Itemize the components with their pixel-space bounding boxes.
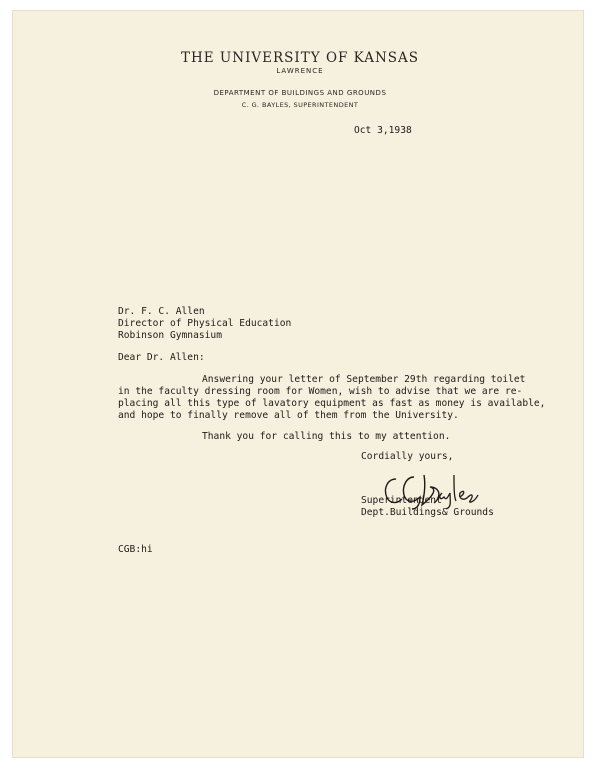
closing: Cordially yours, — [361, 451, 454, 462]
letterhead-superintendent: C. G. BAYLES, SUPERINTENDENT — [241, 101, 359, 109]
body-line-2: in the faculty dressing room for Women, wish to advise that we are re- — [118, 386, 523, 397]
recipient-title: Director of Physical Education — [118, 318, 292, 329]
body-line-1: Answering your letter of September 29th regarding toilet — [202, 374, 526, 385]
letterhead-university: THE UNIVERSITY OF KANSAS — [180, 50, 420, 66]
body-line-4: and hope to finally remove all of them from the University. — [118, 410, 459, 421]
letterhead-department: DEPARTMENT OF BUILDINGS AND GROUNDS — [213, 89, 387, 97]
letterhead-city: LAWRENCE — [276, 67, 324, 75]
recipient-name: Dr. F. C. Allen — [118, 306, 205, 317]
signer-department: Dept.Buildings& Grounds — [361, 507, 494, 518]
signer-title: Superintendent — [361, 495, 442, 506]
body-paragraph-2: Thank you for calling this to my attention. — [202, 431, 451, 442]
letter-date: Oct 3,1938 — [354, 125, 412, 136]
typist-initials: CGB:hi — [118, 544, 153, 555]
salutation: Dear Dr. Allen: — [118, 352, 205, 363]
recipient-location: Robinson Gymnasium — [118, 330, 222, 341]
body-line-3: placing all this type of lavatory equipment as fast as money is available, — [118, 398, 546, 409]
